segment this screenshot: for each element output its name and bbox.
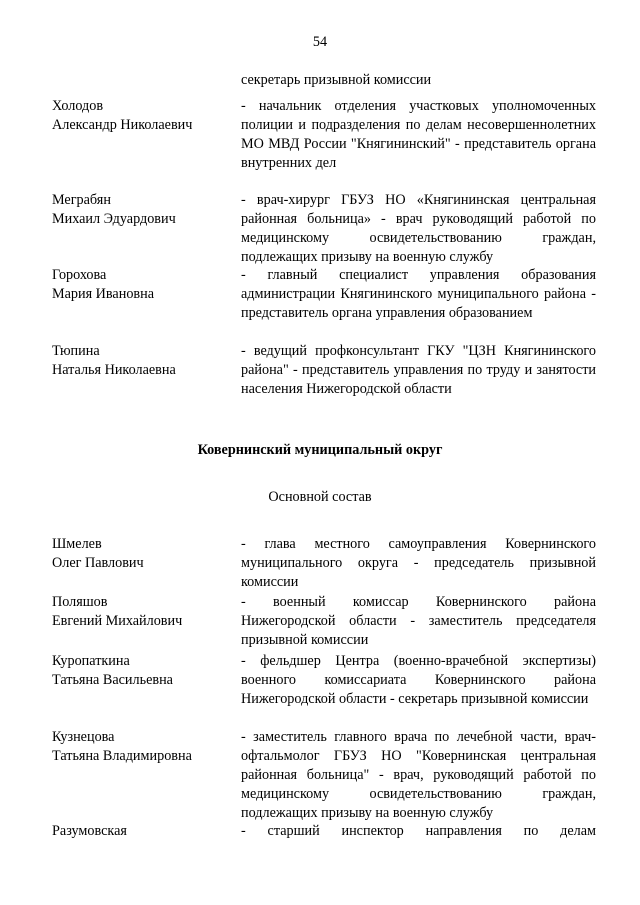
member-given-name: Наталья Николаевна [52, 362, 176, 378]
member-entry [0, 191, 640, 267]
member-given-name: Олег Павлович [52, 555, 144, 571]
member-given-name: Михаил Эдуардович [52, 211, 176, 227]
member-surname: Куропаткина [52, 653, 130, 669]
member-given-name: Татьяна Владимировна [52, 748, 192, 764]
member-role: - фельдшер Центра (военно-врачебной экспертизы) военного комиссариата Ковернинского района Нижегородской области - секретарь призывной комиссии [241, 653, 596, 707]
member-role: - глава местного самоуправления Ковернинского муниципального округа - председатель призывной комиссии [241, 536, 596, 590]
member-role: - ведущий профконсультант ГКУ "ЦЗН Княгининского района" - представитель управления по труду и занятости населения Нижегородской области [241, 343, 596, 397]
member-surname: Разумовская [52, 823, 127, 839]
section-title: Ковернинский муниципальный округ [197, 442, 443, 458]
page-number: 54 [312, 34, 328, 50]
member-name [52, 342, 232, 380]
member-entry [0, 342, 640, 399]
member-surname: Кузнецова [52, 729, 115, 745]
member-role: - врач-хирург ГБУЗ НО «Княгининская центральная районная больница» - врач руководящий работой по медицинскому освидетельствованию граждан, подлежащих призыву на военную службу [241, 192, 596, 265]
member-entry [0, 593, 640, 650]
member-surname: Горохова [52, 267, 107, 283]
member-given-name: Евгений Михайлович [52, 613, 183, 629]
member-entry [0, 652, 640, 709]
member-entry [0, 728, 640, 823]
member-given-name: Мария Ивановна [52, 286, 155, 302]
member-role: - старший инспектор направления по делам [241, 823, 596, 839]
member-surname: Холодов [52, 98, 104, 114]
member-surname: Шмелев [52, 536, 102, 552]
member-name [52, 728, 232, 766]
member-role: - начальник отделения участковых уполномоченных полиции и подразделения по делам несовершеннолетних МО МВД России "Княгининский" - представитель органа внутренних дел [241, 98, 596, 171]
member-role: - главный специалист управления образования администрации Княгининского муниципального района - представитель органа управления образованием [241, 267, 596, 321]
role-text: секретарь призывной комиссии [241, 72, 432, 88]
member-name [52, 97, 232, 135]
member-role: - заместитель главного врача по лечебной части, врач-офтальмолог ГБУЗ НО "Ковернинская центральная районная больница" - врач, руководящий работой по медицинскому освидетельствованию граждан, подлежащих призыву на военную службу [241, 729, 596, 821]
member-name [52, 266, 232, 304]
member-given-name: Александр Николаевич [52, 117, 193, 133]
member-role: - военный комиссар Ковернинского района Нижегородской области - заместитель председателя призывной комиссии [241, 594, 596, 648]
section-subtitle: Основной состав [268, 489, 372, 505]
member-given-name: Татьяна Васильевна [52, 672, 173, 688]
member-name [52, 652, 232, 690]
member-entry [0, 97, 640, 173]
member-entry [0, 535, 640, 592]
member-name [52, 535, 232, 573]
member-name [52, 593, 232, 631]
member-entry [0, 266, 640, 323]
member-surname: Меграбян [52, 192, 111, 208]
member-entry [0, 822, 640, 841]
member-name [52, 191, 232, 229]
member-surname: Тюпина [52, 343, 100, 359]
member-name [52, 822, 232, 841]
continuation-line [0, 71, 640, 90]
member-surname: Поляшов [52, 594, 108, 610]
